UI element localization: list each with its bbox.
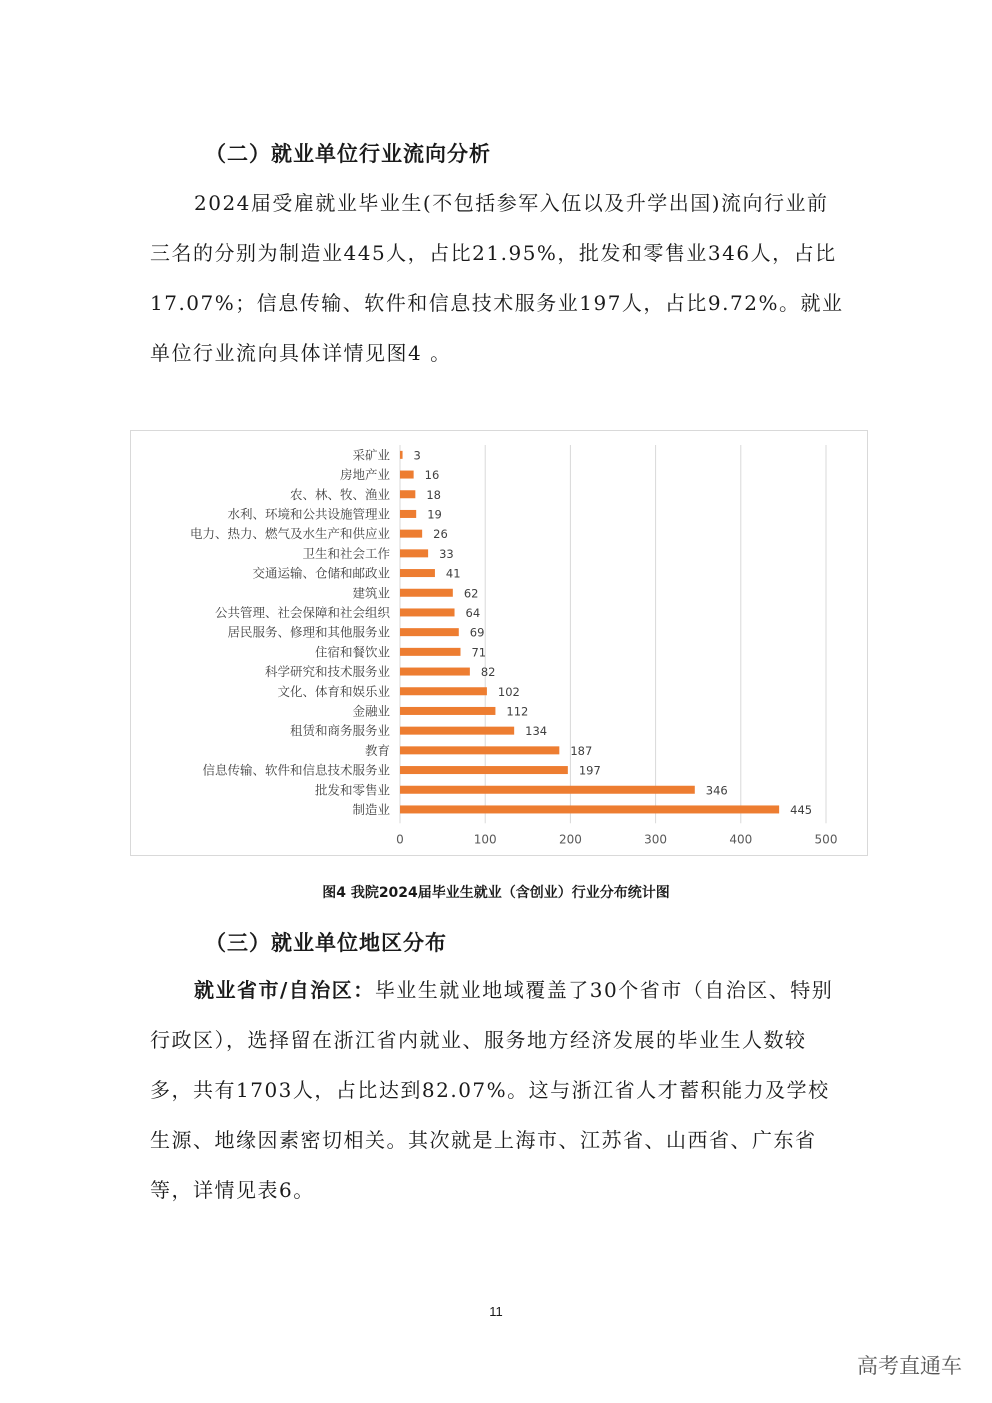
bar bbox=[400, 727, 514, 735]
category-label: 金融业 bbox=[352, 703, 390, 719]
data-label: 62 bbox=[463, 586, 479, 601]
bar bbox=[400, 668, 470, 676]
data-label: 16 bbox=[424, 468, 440, 483]
bar bbox=[400, 707, 495, 715]
bar bbox=[400, 805, 779, 813]
category-label: 文化、体育和娱乐业 bbox=[277, 683, 390, 699]
data-label: 69 bbox=[469, 625, 485, 640]
industry-bar-chart bbox=[131, 431, 867, 855]
industry-paragraph bbox=[150, 178, 845, 378]
data-label: 64 bbox=[465, 605, 481, 620]
bar bbox=[400, 569, 435, 577]
data-label: 33 bbox=[439, 546, 454, 561]
category-label: 信息传输、软件和信息技术服务业 bbox=[202, 762, 390, 778]
bar bbox=[400, 549, 428, 557]
category-label: 居民服务、修理和其他服务业 bbox=[227, 624, 390, 640]
bar bbox=[400, 451, 403, 459]
category-label: 批发和零售业 bbox=[314, 782, 390, 798]
bar bbox=[400, 628, 459, 636]
data-label: 19 bbox=[427, 507, 442, 522]
x-tick-label: 400 bbox=[729, 832, 753, 847]
x-tick-label: 500 bbox=[814, 832, 838, 847]
region-paragraph-text: 毕业生就业地域覆盖了30个省市（自治区、特别行政区），选择留在浙江省内就业、服务地方经济发展的毕业生人数较多，共有1703人，占比达到82.07%。这与浙江省人才蓄积能力及学校生源、地缘因素密切相关。其次就是上海市、江苏省、山西省、广东省等，详情见表6。 bbox=[150, 978, 834, 1202]
category-label: 科学研究和技术服务业 bbox=[264, 664, 390, 680]
category-label: 住宿和餐饮业 bbox=[314, 644, 390, 660]
x-tick-label: 100 bbox=[473, 832, 497, 847]
category-label: 房地产业 bbox=[339, 467, 390, 483]
data-label: 197 bbox=[578, 763, 601, 778]
bar bbox=[400, 766, 568, 774]
category-label: 水利、环境和公共设施管理业 bbox=[227, 506, 390, 522]
industry-paragraph-text: 2024届受雇就业毕业生(不包括参军入伍以及升学出国)流向行业前三名的分别为制造业445人，占比21.95%，批发和零售业346人，占比17.07%；信息传输、软件和信息技术服务业197人，占比9.72%。就业单位行业流向具体详情见图4 。 bbox=[150, 191, 844, 365]
data-label: 134 bbox=[525, 724, 548, 739]
bar bbox=[400, 786, 695, 794]
section-heading-industry: （二）就业单位行业流向分析 bbox=[205, 142, 491, 166]
bar bbox=[400, 510, 416, 518]
x-tick-label: 0 bbox=[396, 832, 404, 847]
figure-caption: 图4 我院2024届毕业生就业（含创业）行业分布统计图 bbox=[322, 885, 670, 901]
bar bbox=[400, 648, 460, 656]
category-label: 公共管理、社会保障和社会组织 bbox=[214, 604, 390, 620]
bar bbox=[400, 746, 559, 754]
data-label: 346 bbox=[705, 783, 728, 798]
data-label: 102 bbox=[497, 684, 520, 699]
bar bbox=[400, 589, 453, 597]
data-label: 112 bbox=[506, 704, 529, 719]
data-label: 18 bbox=[426, 487, 441, 502]
x-tick-label: 300 bbox=[644, 832, 668, 847]
category-label: 农、林、牧、渔业 bbox=[289, 486, 390, 502]
category-label: 交通运输、仓储和邮政业 bbox=[252, 565, 390, 581]
data-label: 82 bbox=[480, 665, 496, 680]
data-label: 41 bbox=[445, 566, 461, 581]
region-paragraph-lead: 就业省市/自治区： bbox=[194, 978, 375, 1002]
bar bbox=[400, 490, 415, 498]
bar bbox=[400, 530, 422, 538]
section-heading-region: （三）就业单位地区分布 bbox=[205, 931, 447, 955]
bar bbox=[400, 608, 455, 616]
category-label: 制造业 bbox=[352, 801, 390, 817]
x-tick-label: 200 bbox=[558, 832, 582, 847]
data-label: 3 bbox=[413, 448, 421, 463]
category-label: 建筑业 bbox=[352, 585, 390, 601]
bar bbox=[400, 687, 487, 695]
data-label: 445 bbox=[790, 802, 813, 817]
data-label: 26 bbox=[433, 527, 448, 542]
bar bbox=[400, 471, 414, 479]
category-label: 采矿业 bbox=[352, 447, 390, 463]
data-label: 71 bbox=[471, 645, 487, 660]
category-label: 电力、热力、燃气及水生产和供应业 bbox=[189, 526, 390, 542]
category-label: 租赁和商务服务业 bbox=[289, 723, 390, 739]
page-number: 11 bbox=[489, 1304, 503, 1319]
industry-chart bbox=[130, 430, 868, 856]
category-label: 教育 bbox=[364, 742, 390, 758]
watermark: 高考直通车 bbox=[857, 1354, 962, 1378]
region-paragraph bbox=[150, 965, 845, 1215]
data-label: 187 bbox=[570, 743, 593, 758]
category-label: 卫生和社会工作 bbox=[302, 545, 390, 561]
